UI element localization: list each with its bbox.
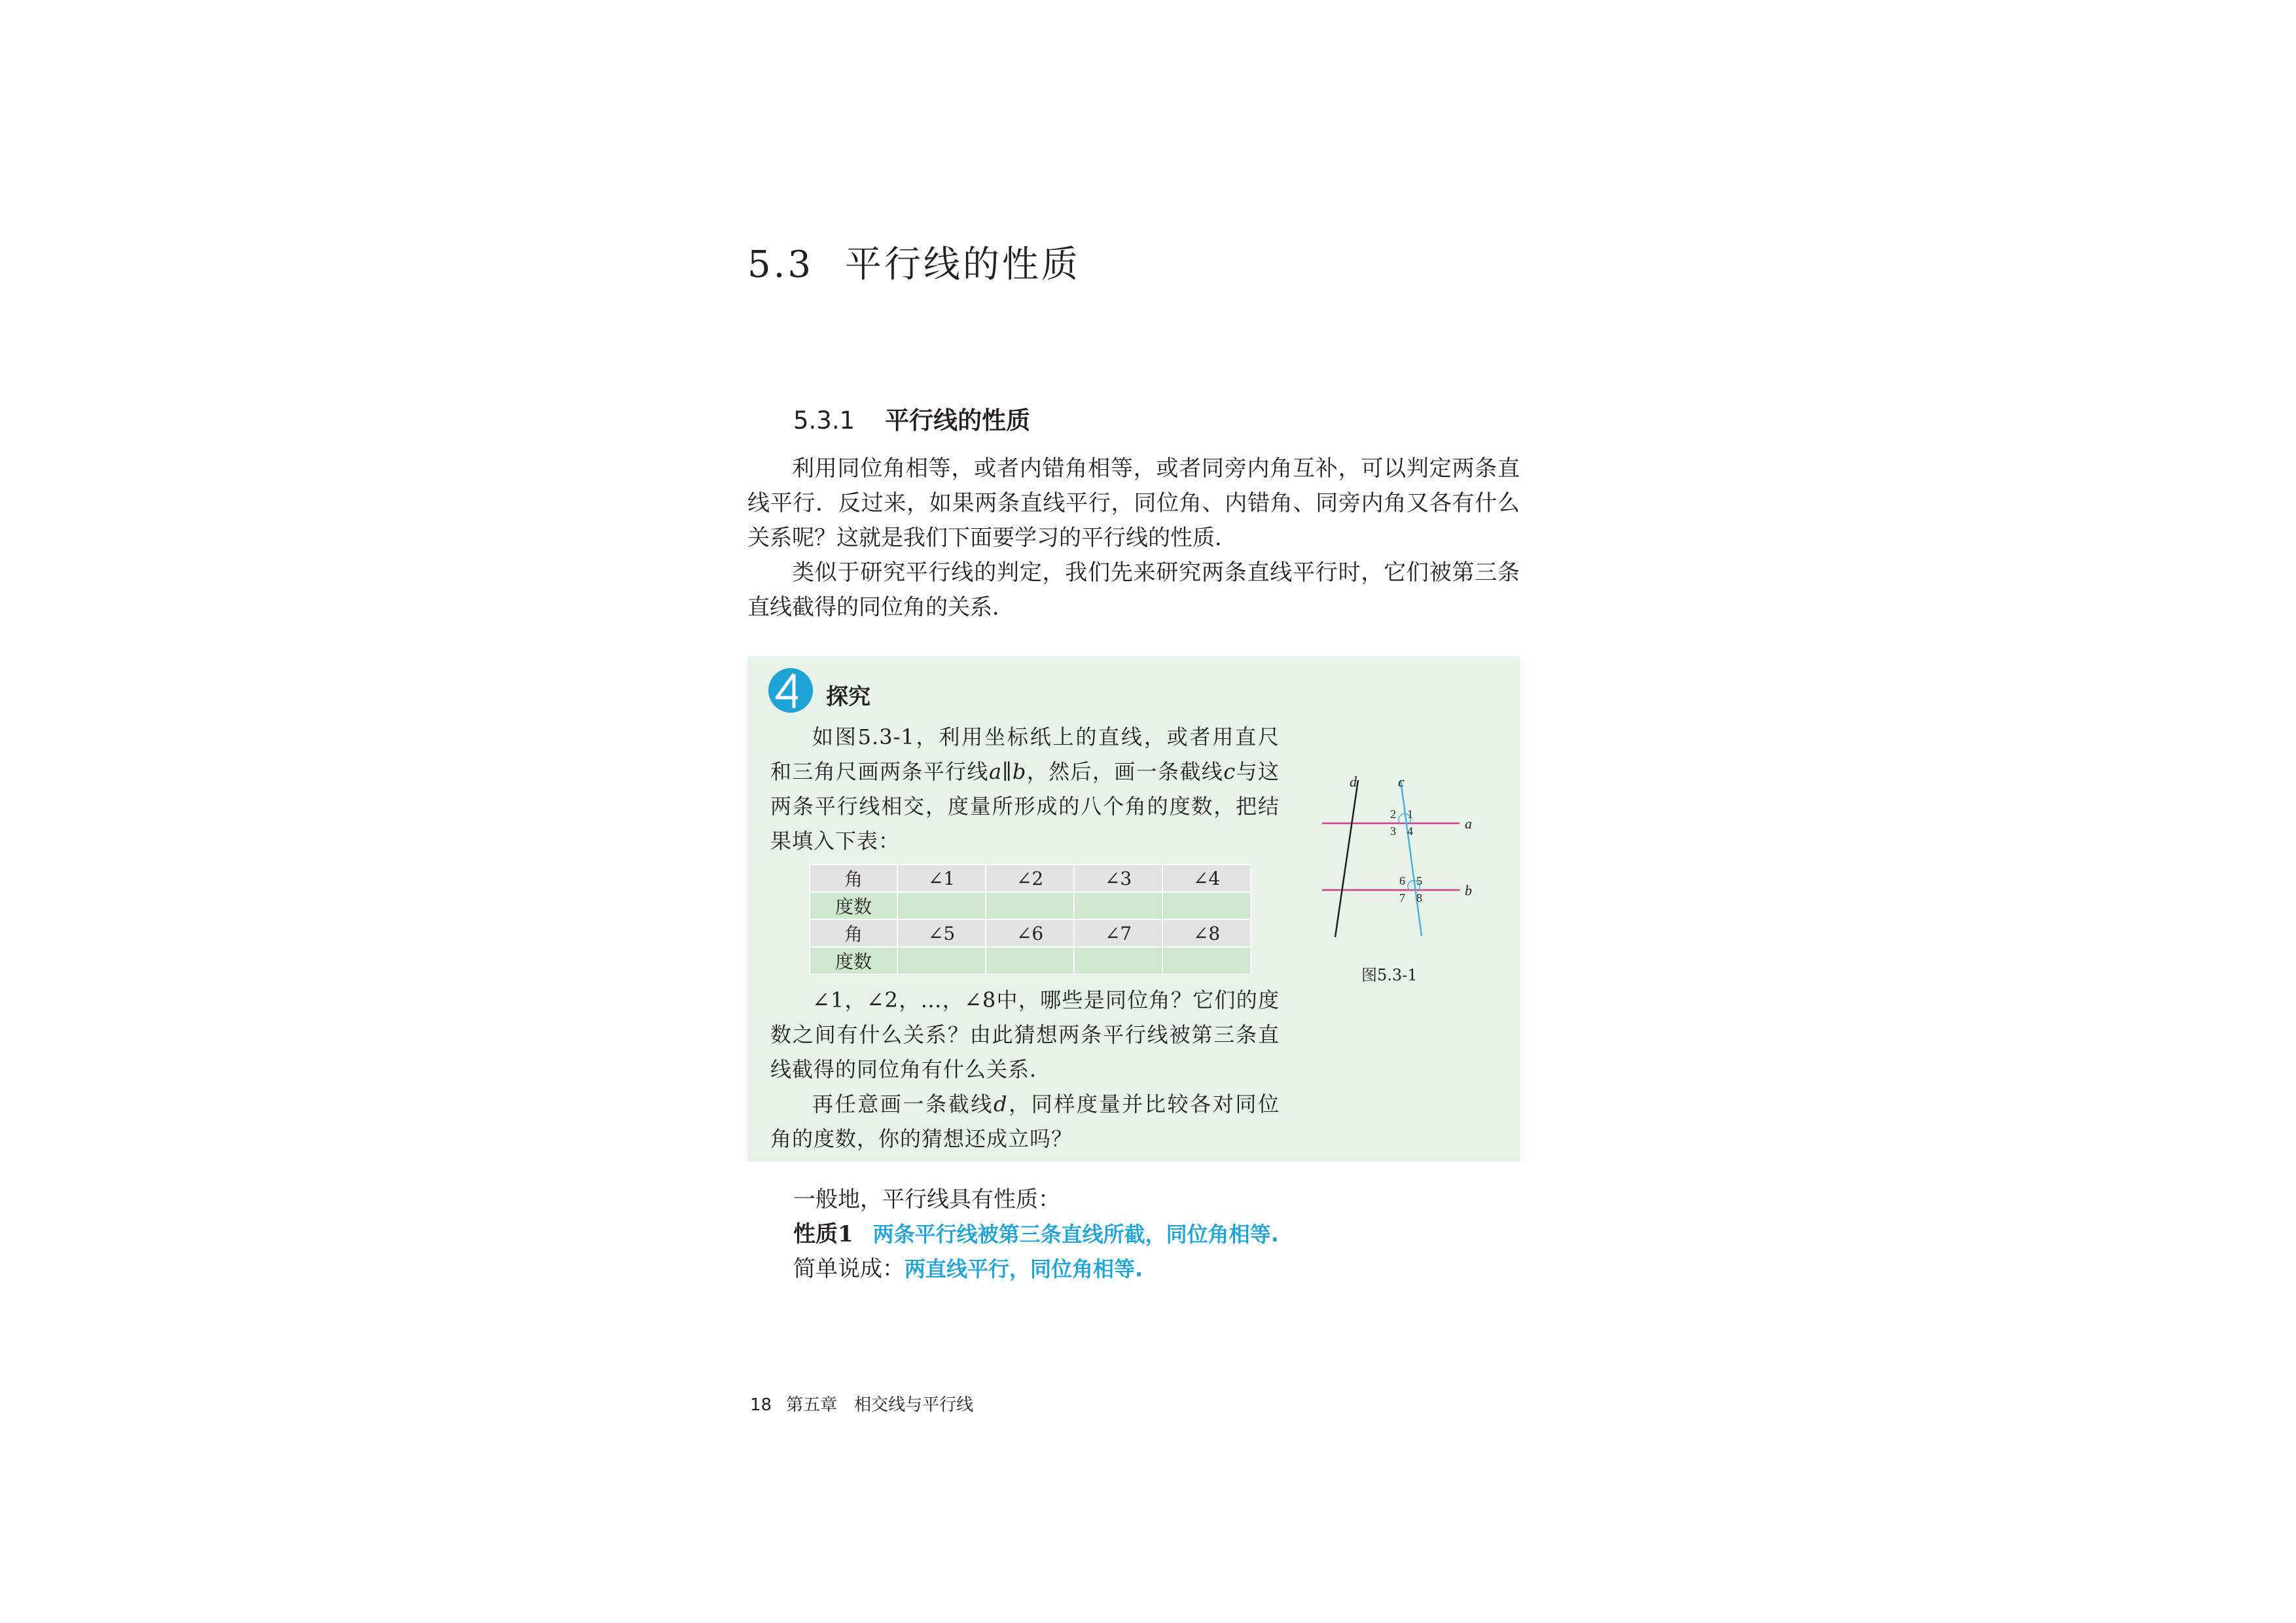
explore-instructions (770, 720, 1280, 859)
table-cell: 度数 (810, 947, 897, 974)
general-statement: 一般地，平行线具有性质： (793, 1186, 1060, 1213)
table-cell (1074, 892, 1162, 919)
angle-label-1: 1 (1407, 808, 1413, 821)
subsection-heading (793, 401, 1030, 436)
table-cell: 角 (810, 919, 897, 947)
explore-icon (768, 668, 814, 713)
subsection-title: 平行线的性质 (885, 406, 1031, 435)
chapter-label: 第五章 (786, 1395, 838, 1415)
label-b: b (1465, 882, 1472, 899)
line-d (1335, 780, 1358, 937)
section-title (747, 236, 1081, 288)
explore-p3-part-a: 再任意画一条截线 (812, 1092, 994, 1116)
intro-text (747, 452, 1520, 625)
explore-p1-part-a: 如图5.3-1，利用坐标纸上的直线，或者用直尺和三角尺画两条平行线 (770, 724, 1280, 784)
angle-label-7: 7 (1399, 891, 1405, 904)
table-cell (986, 947, 1074, 974)
simple-statement-text: 两直线平行，同位角相等. (905, 1257, 1143, 1281)
simple-statement (793, 1251, 1143, 1283)
explore-p1-part-b: ，然后，画一条截线 (1026, 759, 1224, 784)
table-row (810, 947, 1251, 974)
label-d: d (1350, 774, 1357, 790)
page-footer (750, 1391, 973, 1416)
table-cell: ∠5 (897, 919, 986, 947)
simple-statement-label: 简单说成： (793, 1256, 905, 1282)
angle-label-5: 5 (1416, 874, 1422, 887)
explore-label: 探究 (826, 684, 870, 710)
explore-p3-var-d: d (994, 1092, 1008, 1116)
table-cell (897, 892, 986, 919)
table-cell: ∠8 (1162, 919, 1251, 947)
explore-paragraph-3 (770, 1087, 1280, 1156)
table-cell: 度数 (810, 892, 897, 919)
explore-p1-part-d: 与这两条平行线相交，度量所形成的八个角的度数，把结果填入下表： (770, 759, 1280, 853)
explore-paragraph-2: ∠1，∠2，…，∠8中，哪些是同位角？它们的度数之间有什么关系？由此猜想两条平行线被第三条直线截得的同位角有什么关系． (770, 988, 1280, 1082)
property-1-label: 性质1 (793, 1221, 853, 1247)
table-cell (897, 947, 986, 974)
section-number: 5.3 (747, 243, 814, 286)
table-cell (1074, 947, 1162, 974)
table-cell (1162, 947, 1251, 974)
explore-p1-parallel: a∥b (988, 759, 1027, 784)
explore-paragraph-1 (770, 720, 1280, 859)
table-row (810, 892, 1251, 919)
angle-label-4: 4 (1407, 825, 1413, 838)
label-a: a (1465, 815, 1472, 832)
property-1 (793, 1216, 1279, 1248)
table-cell: ∠7 (1074, 919, 1162, 947)
table-cell (1162, 892, 1251, 919)
explore-p1-var-c: c (1223, 759, 1236, 784)
angle-table (809, 864, 1251, 975)
property-1-text: 两条平行线被第三条直线所截，同位角相等. (872, 1222, 1279, 1247)
table-cell: ∠3 (1074, 865, 1162, 892)
table-row (810, 919, 1251, 947)
subsection-number: 5.3.1 (793, 406, 855, 435)
angle-label-6: 6 (1399, 874, 1405, 887)
table-cell (986, 892, 1074, 919)
figure-caption: 图5.3-1 (1361, 966, 1418, 984)
table-row (810, 865, 1251, 892)
angle-label-3: 3 (1390, 825, 1396, 838)
intro-paragraph-2: 类似于研究平行线的判定，我们先来研究两条直线平行时，它们被第三条直线截得的同位角的关系． (747, 560, 1520, 620)
chapter-title: 相交线与平行线 (854, 1395, 974, 1415)
angle-label-8: 8 (1416, 891, 1422, 904)
table-cell: 角 (810, 865, 897, 892)
label-c: c (1398, 774, 1405, 790)
page-number: 18 (750, 1395, 772, 1415)
line-c (1401, 780, 1422, 936)
section-title-text: 平行线的性质 (844, 243, 1081, 286)
table-cell: ∠2 (986, 865, 1074, 892)
explore-questions (770, 983, 1280, 1156)
explore-p3-part-b: ，同样度量并比较各对同位角的度数，你的猜想还成立吗？ (770, 1092, 1280, 1151)
table-cell: ∠1 (897, 865, 986, 892)
parallel-lines-figure (1302, 766, 1486, 962)
table-cell: ∠4 (1162, 865, 1251, 892)
intro-paragraph-1: 利用同位角相等，或者内错角相等，或者同旁内角互补，可以判定两条直线平行．反过来，如果两条直线平行，同位角、内错角、同旁内角又各有什么关系呢？这就是我们下面要学习的平行线的性质． (747, 455, 1520, 551)
angle-label-2: 2 (1390, 808, 1396, 821)
table-cell: ∠6 (986, 919, 1074, 947)
